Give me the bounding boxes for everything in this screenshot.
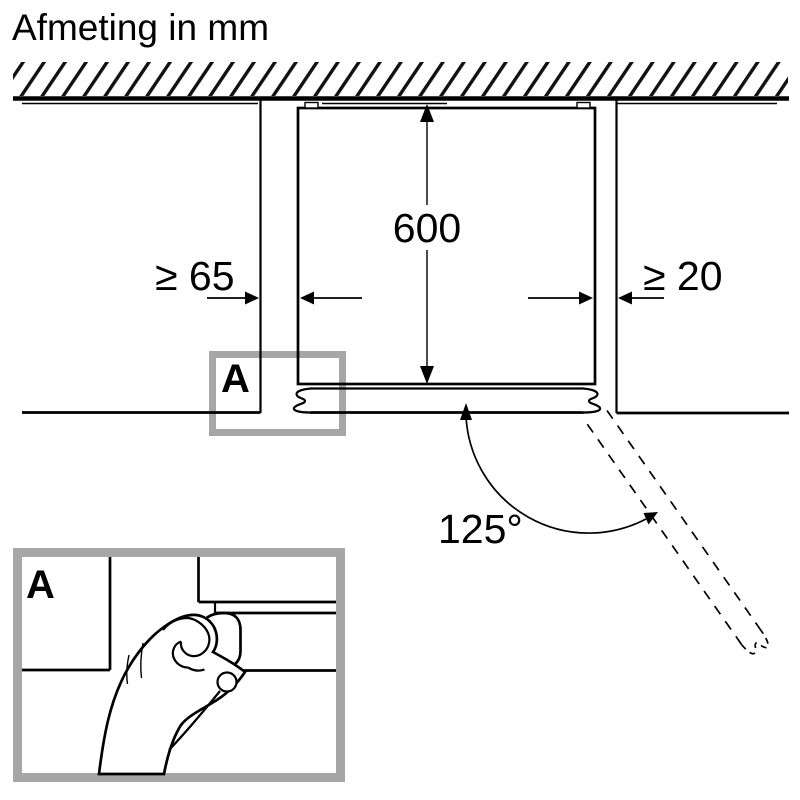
arrowhead-down [420,366,434,384]
appliance-door-open-dashed [586,408,771,659]
right-clearance-value: ≥ 20 [643,253,723,299]
wall-hatching [13,62,789,104]
arrowhead-left [618,292,632,305]
detail-a-callout-label: A [221,357,250,401]
arrowhead-left [300,292,314,305]
dimension-depth [393,104,461,384]
page-title: Afmeting in mm [12,7,270,48]
hinge-bump-right [577,103,590,109]
detail-a-inset-label: A [26,563,55,607]
dimension-right-clearance [528,253,723,305]
thumb-tip [218,673,237,692]
arrowhead-right [245,292,259,305]
left-clearance-value: ≥ 65 [155,253,235,299]
open-door-end-cap [742,631,771,659]
hinge-bump-left [305,103,318,109]
depth-value: 600 [392,205,462,251]
door-break-wave-right [583,389,600,413]
door-break-wave-left [294,389,311,413]
arrowhead-right [579,292,593,305]
detail-a-inset [13,548,345,782]
door-angle-value: 125° [438,506,523,552]
dimension-left-clearance [155,253,362,305]
